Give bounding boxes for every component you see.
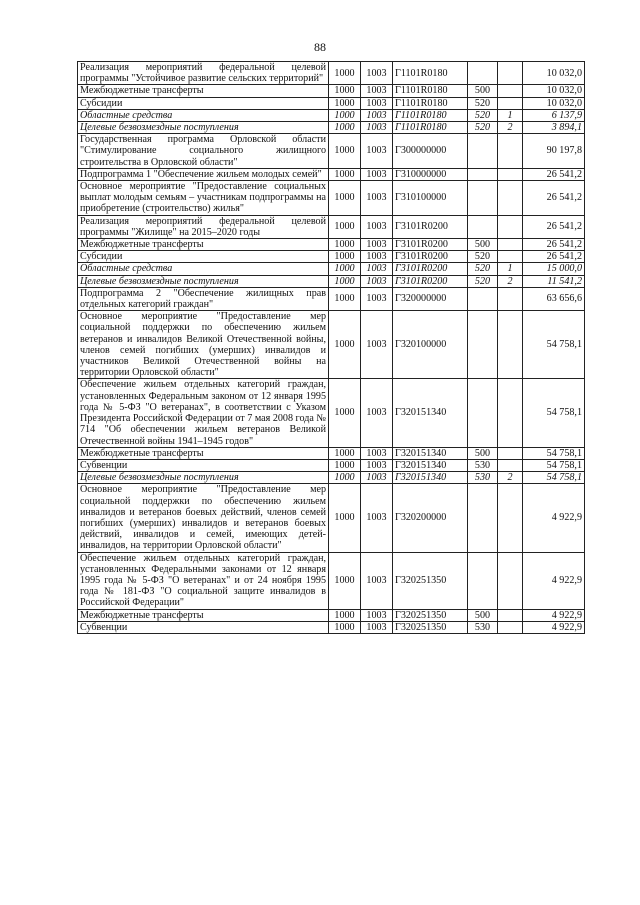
cell-subsection: 1003 — [361, 109, 393, 121]
cell-target-article: Г3101R0200 — [393, 215, 468, 238]
cell-target-article: Г1101R0180 — [393, 109, 468, 121]
cell-target-article: Г320151340 — [393, 447, 468, 459]
cell-expense-type: 500 — [468, 609, 498, 621]
table-row — [78, 251, 585, 263]
cell-name: Областные средства — [78, 263, 329, 275]
cell-expense-type: 500 — [468, 239, 498, 251]
cell-target-article: Г3101R0200 — [393, 239, 468, 251]
cell-amount: 26 541,2 — [523, 215, 585, 238]
cell-funding-source — [498, 379, 523, 447]
cell-amount: 54 758,1 — [523, 447, 585, 459]
cell-section: 1000 — [329, 263, 361, 275]
cell-funding-source: 2 — [498, 472, 523, 484]
cell-funding-source — [498, 85, 523, 97]
cell-expense-type: 520 — [468, 251, 498, 263]
cell-subsection: 1003 — [361, 484, 393, 552]
cell-section: 1000 — [329, 484, 361, 552]
table-row — [78, 134, 585, 169]
cell-target-article: Г320200000 — [393, 484, 468, 552]
cell-expense-type — [468, 134, 498, 169]
cell-subsection: 1003 — [361, 134, 393, 169]
cell-target-article: Г3101R0200 — [393, 275, 468, 287]
cell-subsection: 1003 — [361, 459, 393, 471]
cell-name: Субвенции — [78, 459, 329, 471]
table-row — [78, 621, 585, 633]
cell-expense-type — [468, 62, 498, 85]
table-row — [78, 109, 585, 121]
cell-section: 1000 — [329, 168, 361, 180]
cell-amount: 6 137,9 — [523, 109, 585, 121]
cell-target-article: Г320000000 — [393, 287, 468, 310]
cell-expense-type: 530 — [468, 621, 498, 633]
cell-expense-type — [468, 181, 498, 216]
cell-amount: 10 032,0 — [523, 62, 585, 85]
cell-target-article: Г1101R0180 — [393, 122, 468, 134]
cell-section: 1000 — [329, 62, 361, 85]
cell-expense-type: 500 — [468, 85, 498, 97]
table-row — [78, 275, 585, 287]
table-row — [78, 85, 585, 97]
cell-target-article: Г320151340 — [393, 459, 468, 471]
cell-section: 1000 — [329, 621, 361, 633]
cell-name: Обеспечение жильем отдельных категорий граждан, установленных Федеральным законом от 12 января 1995 года № 5-ФЗ "О ветеранах", в соответствии с Указом Президента Российской Федерации от 7 мая 2008 года № 714 "Об обеспечении жильем ветеранов Великой Отечественной войны 1941–1945 годов" — [78, 379, 329, 447]
cell-section: 1000 — [329, 459, 361, 471]
cell-amount: 4 922,9 — [523, 621, 585, 633]
cell-expense-type: 500 — [468, 447, 498, 459]
cell-expense-type: 530 — [468, 459, 498, 471]
cell-name: Межбюджетные трансферты — [78, 609, 329, 621]
cell-subsection: 1003 — [361, 472, 393, 484]
table-row — [78, 122, 585, 134]
cell-funding-source — [498, 609, 523, 621]
cell-name: Основное мероприятие "Предоставление социальных выплат молодым семьям – участникам подпрограммы на приобретение (строительство) жилья" — [78, 181, 329, 216]
table-row — [78, 484, 585, 552]
cell-name: Реализация мероприятий федеральной целевой программы "Устойчивое развитие сельских территорий" — [78, 62, 329, 85]
budget-table — [77, 61, 585, 634]
cell-funding-source — [498, 311, 523, 379]
table-row — [78, 287, 585, 310]
cell-funding-source — [498, 215, 523, 238]
cell-name: Субсидии — [78, 97, 329, 109]
cell-amount: 11 541,2 — [523, 275, 585, 287]
cell-subsection: 1003 — [361, 275, 393, 287]
table-row — [78, 97, 585, 109]
cell-section: 1000 — [329, 85, 361, 97]
cell-target-article: Г300000000 — [393, 134, 468, 169]
cell-amount: 26 541,2 — [523, 168, 585, 180]
cell-subsection: 1003 — [361, 85, 393, 97]
cell-subsection: 1003 — [361, 621, 393, 633]
cell-section: 1000 — [329, 447, 361, 459]
cell-name: Государственная программа Орловской области "Стимулирование социального жилищного строительства в Орловской области" — [78, 134, 329, 169]
cell-target-article: Г320151340 — [393, 472, 468, 484]
cell-expense-type — [468, 215, 498, 238]
cell-funding-source — [498, 251, 523, 263]
cell-target-article: Г1101R0180 — [393, 85, 468, 97]
cell-funding-source — [498, 97, 523, 109]
cell-subsection: 1003 — [361, 251, 393, 263]
cell-amount: 54 758,1 — [523, 459, 585, 471]
cell-subsection: 1003 — [361, 263, 393, 275]
cell-target-article: Г320251350 — [393, 552, 468, 609]
table-row — [78, 263, 585, 275]
cell-amount: 10 032,0 — [523, 85, 585, 97]
cell-expense-type: 520 — [468, 263, 498, 275]
cell-amount: 4 922,9 — [523, 552, 585, 609]
table-row — [78, 239, 585, 251]
cell-amount: 15 000,0 — [523, 263, 585, 275]
cell-name: Субвенции — [78, 621, 329, 633]
cell-amount: 54 758,1 — [523, 379, 585, 447]
cell-section: 1000 — [329, 239, 361, 251]
cell-section: 1000 — [329, 379, 361, 447]
cell-expense-type — [468, 484, 498, 552]
cell-target-article: Г320151340 — [393, 379, 468, 447]
cell-funding-source: 2 — [498, 275, 523, 287]
cell-amount: 54 758,1 — [523, 472, 585, 484]
table-row — [78, 459, 585, 471]
cell-section: 1000 — [329, 251, 361, 263]
cell-section: 1000 — [329, 122, 361, 134]
cell-funding-source — [498, 621, 523, 633]
cell-name: Целевые безвозмездные поступления — [78, 122, 329, 134]
cell-subsection: 1003 — [361, 287, 393, 310]
cell-target-article: Г310100000 — [393, 181, 468, 216]
cell-target-article: Г310000000 — [393, 168, 468, 180]
cell-section: 1000 — [329, 472, 361, 484]
cell-subsection: 1003 — [361, 181, 393, 216]
cell-expense-type — [468, 379, 498, 447]
cell-funding-source — [498, 484, 523, 552]
cell-funding-source — [498, 239, 523, 251]
cell-subsection: 1003 — [361, 168, 393, 180]
cell-name: Основное мероприятие "Предоставление мер социальной поддержки по обеспечению жильем ветеранов и инвалидов Великой Отечественной войны, членов семей погибших (умерших) инвалидов и участников Великой Отечественной войны на территории Орловской области" — [78, 311, 329, 379]
table-row — [78, 168, 585, 180]
cell-funding-source — [498, 181, 523, 216]
cell-funding-source — [498, 62, 523, 85]
cell-amount: 10 032,0 — [523, 97, 585, 109]
cell-funding-source — [498, 168, 523, 180]
cell-name: Реализация мероприятий федеральной целевой программы "Жилище" на 2015–2020 годы — [78, 215, 329, 238]
cell-name: Областные средства — [78, 109, 329, 121]
cell-section: 1000 — [329, 181, 361, 216]
cell-amount: 26 541,2 — [523, 181, 585, 216]
cell-funding-source: 2 — [498, 122, 523, 134]
cell-section: 1000 — [329, 552, 361, 609]
cell-amount: 26 541,2 — [523, 251, 585, 263]
cell-expense-type — [468, 311, 498, 379]
cell-section: 1000 — [329, 609, 361, 621]
cell-funding-source: 1 — [498, 109, 523, 121]
cell-funding-source — [498, 134, 523, 169]
cell-target-article: Г320251350 — [393, 609, 468, 621]
cell-section: 1000 — [329, 97, 361, 109]
cell-section: 1000 — [329, 311, 361, 379]
cell-section: 1000 — [329, 275, 361, 287]
cell-subsection: 1003 — [361, 215, 393, 238]
cell-funding-source — [498, 459, 523, 471]
table-row — [78, 447, 585, 459]
table-row — [78, 472, 585, 484]
cell-expense-type: 520 — [468, 97, 498, 109]
cell-amount: 63 656,6 — [523, 287, 585, 310]
cell-section: 1000 — [329, 109, 361, 121]
cell-expense-type — [468, 287, 498, 310]
cell-section: 1000 — [329, 215, 361, 238]
cell-amount: 26 541,2 — [523, 239, 585, 251]
page-number: 88 — [314, 40, 326, 54]
cell-subsection: 1003 — [361, 97, 393, 109]
cell-subsection: 1003 — [361, 122, 393, 134]
cell-name: Обеспечение жильем отдельных категорий граждан, установленных Федеральными законами от 12 января 1995 года № 5-ФЗ "О ветеранах" и от 24 ноября 1995 года № 181-ФЗ "О социальной защите инвалидов в Российской Федерации" — [78, 552, 329, 609]
cell-name: Подпрограмма 2 "Обеспечение жилищных прав отдельных категорий граждан" — [78, 287, 329, 310]
cell-section: 1000 — [329, 287, 361, 310]
cell-name: Субсидии — [78, 251, 329, 263]
table-row — [78, 181, 585, 216]
cell-amount: 4 922,9 — [523, 609, 585, 621]
cell-subsection: 1003 — [361, 609, 393, 621]
cell-name: Подпрограмма 1 "Обеспечение жильем молодых семей" — [78, 168, 329, 180]
cell-expense-type: 520 — [468, 109, 498, 121]
cell-amount: 3 894,1 — [523, 122, 585, 134]
table-row — [78, 552, 585, 609]
cell-amount: 90 197,8 — [523, 134, 585, 169]
cell-target-article: Г3101R0200 — [393, 251, 468, 263]
cell-target-article: Г320251350 — [393, 621, 468, 633]
cell-funding-source — [498, 287, 523, 310]
cell-subsection: 1003 — [361, 239, 393, 251]
cell-funding-source — [498, 447, 523, 459]
cell-expense-type — [468, 168, 498, 180]
cell-subsection: 1003 — [361, 379, 393, 447]
cell-name: Целевые безвозмездные поступления — [78, 472, 329, 484]
cell-subsection: 1003 — [361, 552, 393, 609]
cell-subsection: 1003 — [361, 62, 393, 85]
cell-amount: 54 758,1 — [523, 311, 585, 379]
cell-name: Целевые безвозмездные поступления — [78, 275, 329, 287]
cell-amount: 4 922,9 — [523, 484, 585, 552]
cell-target-article: Г320100000 — [393, 311, 468, 379]
cell-expense-type — [468, 552, 498, 609]
cell-funding-source — [498, 552, 523, 609]
cell-name: Межбюджетные трансферты — [78, 447, 329, 459]
cell-target-article: Г1101R0180 — [393, 97, 468, 109]
cell-funding-source: 1 — [498, 263, 523, 275]
table-row — [78, 62, 585, 85]
cell-expense-type: 530 — [468, 472, 498, 484]
table-row — [78, 379, 585, 447]
cell-target-article: Г3101R0200 — [393, 263, 468, 275]
cell-name: Межбюджетные трансферты — [78, 85, 329, 97]
cell-subsection: 1003 — [361, 311, 393, 379]
table-row — [78, 609, 585, 621]
cell-section: 1000 — [329, 134, 361, 169]
cell-name: Межбюджетные трансферты — [78, 239, 329, 251]
cell-name: Основное мероприятие "Предоставление мер социальной поддержки по обеспечению жильем инвалидов и ветеранов боевых действий, членов семей погибших (умерших) инвалидов и ветеранов боевых действий, инвалидов и семей, имеющих детей-инвалидов, на территории Орловской области" — [78, 484, 329, 552]
table-row — [78, 311, 585, 379]
cell-expense-type: 520 — [468, 275, 498, 287]
table-row — [78, 215, 585, 238]
cell-expense-type: 520 — [468, 122, 498, 134]
cell-target-article: Г1101R0180 — [393, 62, 468, 85]
cell-subsection: 1003 — [361, 447, 393, 459]
table-body — [78, 62, 585, 634]
